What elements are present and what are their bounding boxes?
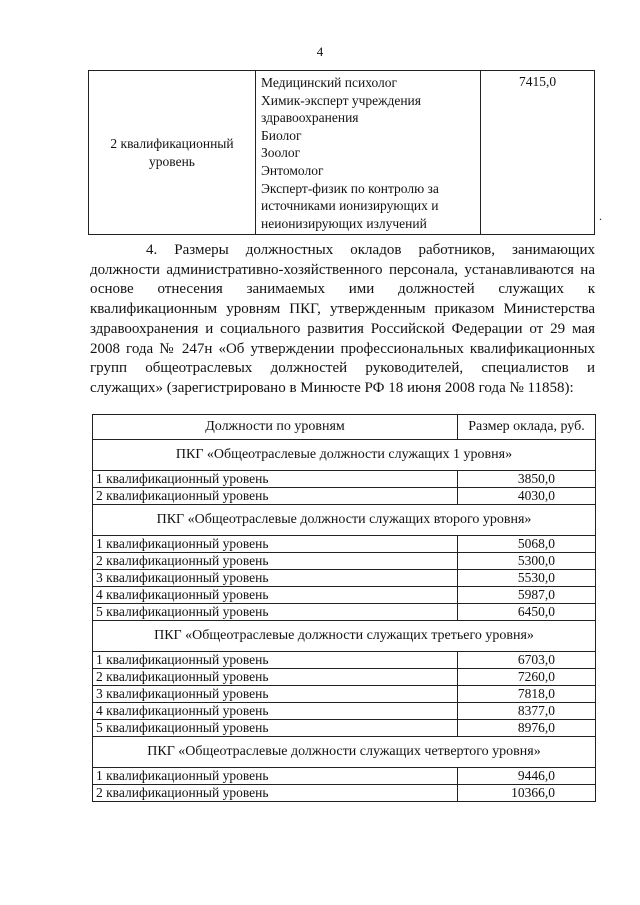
salary-value: 5300,0 (458, 553, 596, 570)
qualification-level: 5 квалификационный уровень (93, 720, 458, 737)
table-header-row (93, 415, 596, 440)
qualification-level-cell: 2 квалификационный уровень (89, 71, 256, 235)
salary-value: 6450,0 (458, 604, 596, 621)
salary-value: 4030,0 (458, 488, 596, 505)
group-heading-row (93, 621, 596, 652)
salary-table-body (93, 440, 596, 802)
salary-value: 9446,0 (458, 768, 596, 785)
qualification-level: 3 квалификационный уровень (93, 570, 458, 587)
table-row (93, 536, 596, 553)
salary-value: 7818,0 (458, 686, 596, 703)
qualification-level: 2 квалификационный уровень (93, 669, 458, 686)
table-row (89, 71, 595, 235)
qualification-level: 3 квалификационный уровень (93, 686, 458, 703)
qualification-level: 1 квалификационный уровень (93, 536, 458, 553)
column-header-salary: Размер оклада, руб. (458, 415, 596, 440)
table-row (93, 471, 596, 488)
salary-value: 5068,0 (458, 536, 596, 553)
group-title: ПКГ «Общеотраслевые должности служащих второго уровня» (93, 505, 596, 536)
continued-salary-table (88, 70, 595, 235)
table-row (93, 652, 596, 669)
salary-value: 5987,0 (458, 587, 596, 604)
salary-value: 10366,0 (458, 785, 596, 802)
trailing-period: . (599, 209, 602, 223)
page-number: 4 (316, 44, 324, 59)
group-heading-row (93, 440, 596, 471)
table-row (93, 686, 596, 703)
qualification-level: 2 квалификационный уровень (93, 785, 458, 802)
group-title: ПКГ «Общеотраслевые должности служащих 1 уровня» (93, 440, 596, 471)
salary-value: 6703,0 (458, 652, 596, 669)
salary-table (92, 414, 596, 802)
table-row (93, 488, 596, 505)
qualification-level: 5 квалификационный уровень (93, 604, 458, 621)
salary-value: 3850,0 (458, 471, 596, 488)
position-item: Химик-эксперт учреждения здравоохранения (261, 92, 421, 126)
position-item: Эксперт-физик по контролю за источниками ионизирующих и неионизирующих излучений (261, 180, 439, 231)
salary-value: 8976,0 (458, 720, 596, 737)
salary-value: 5530,0 (458, 570, 596, 587)
table-row (93, 604, 596, 621)
position-item: Энтомолог (261, 162, 324, 178)
column-header-positions: Должности по уровням (93, 415, 458, 440)
qualification-level: 1 квалификационный уровень (93, 768, 458, 785)
salary-value: 7260,0 (458, 669, 596, 686)
table-row (93, 587, 596, 604)
qualification-level: 2 квалификационный уровень (93, 488, 458, 505)
table-row (93, 703, 596, 720)
qualification-level: 1 квалификационный уровень (93, 652, 458, 669)
salary-cell: 7415,0 (481, 71, 595, 235)
group-title: ПКГ «Общеотраслевые должности служащих четвертого уровня» (93, 737, 596, 768)
positions-cell (256, 71, 481, 235)
position-item: Зоолог (261, 145, 301, 161)
table-row (93, 669, 596, 686)
table-row (93, 785, 596, 802)
table-row (93, 720, 596, 737)
body-paragraph: 4. Размеры должностных окладов работников, занимающих должности административно-хозяйственного персонала, устанавливаются на основе отнесения занимаемых ими должностей служащих к квалификационным уровням ПКГ, утвержденным приказом Министерства здравоохранения и социального развития Российской Федерации от 29 мая 2008 года № 247н «Об утверждении профессиональных квалификационных групп общеотраслевых должностей руководителей, специалистов и служащих» (зарегистрировано в Минюсте РФ 18 июня 2008 года № 11858): (90, 242, 595, 396)
qualification-level: 1 квалификационный уровень (93, 471, 458, 488)
table-row (93, 768, 596, 785)
qualification-level: 4 квалификационный уровень (93, 587, 458, 604)
qualification-level: 2 квалификационный уровень (93, 553, 458, 570)
position-item: Медицинский психолог (261, 75, 398, 90)
position-item: Биолог (261, 127, 302, 143)
table-row (93, 570, 596, 587)
group-heading-row (93, 737, 596, 768)
group-heading-row (93, 505, 596, 536)
salary-value: 8377,0 (458, 703, 596, 720)
group-title: ПКГ «Общеотраслевые должности служащих третьего уровня» (93, 621, 596, 652)
qualification-level: 4 квалификационный уровень (93, 703, 458, 720)
table-row (93, 553, 596, 570)
